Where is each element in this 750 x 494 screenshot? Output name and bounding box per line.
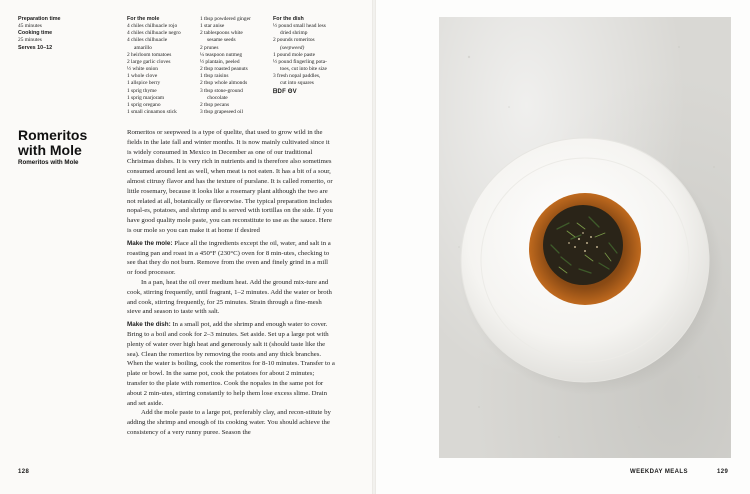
mole-method-text: Place all the ingredients except the oil, water, and salt in a roasting pan and roast in a 450°F (230°C) oven for 8 min-utes, checking to see that they do not burn. Remove from the oven and finely grind in a mill or food processor. — [127, 239, 331, 277]
dish-photo-illustration — [439, 17, 731, 458]
ingredient: ½ pound fingerling pota- — [273, 58, 327, 65]
ingredient: amarillo — [134, 44, 152, 51]
book-gutter — [372, 0, 376, 494]
ingredient: cut into squares — [280, 80, 314, 87]
ingredient: 2 tbsp pecans — [200, 101, 230, 108]
ingredient: 1 tbsp powdered ginger — [200, 16, 251, 22]
ingredient: 1 star anise — [200, 23, 225, 30]
mole-ingredients-col2 — [200, 16, 251, 116]
ingredient: ¼ teaspoon nutmeg — [200, 51, 243, 58]
dish-method-paragraph-2: Add the mole paste to a large pot, preferably clay, and recon-stitute by adding the shrimp and enough of its cooking water. You should achieve the consistency of a very runny puree. Season the — [127, 409, 331, 436]
mole-ingredients-col1 — [127, 16, 181, 116]
cook-value: 25 minutes — [18, 37, 42, 44]
ingredient: toes, cut into bite size — [280, 66, 327, 73]
recipe-title-line2: with Mole — [18, 142, 82, 158]
dish-method-paragraph — [127, 320, 335, 408]
dish-method-lead: Make the dish: — [127, 321, 171, 329]
ingredient: 1 pound mole paste — [273, 51, 316, 58]
ingredient: 1 sprig marjoram — [127, 94, 165, 101]
ingredient: 3 tbsp stone-ground — [200, 87, 243, 94]
recipe-meta — [18, 16, 61, 52]
page-number-right: 129 — [717, 469, 729, 475]
ingredient: 2 tablespoons white — [200, 30, 243, 37]
ingredient: chocolate — [207, 94, 228, 101]
ingredient: ½ plantain, peeled — [200, 58, 240, 65]
ingredient: 1 sprig oregano — [127, 101, 161, 108]
ingredient: 1 small cinnamon stick — [127, 109, 177, 116]
page-number-left: 128 — [18, 469, 30, 475]
ingredient: 4 chiles chilhuacle — [127, 37, 168, 44]
mole-method-paragraph — [127, 239, 335, 278]
ingredient: 1 whole clove — [127, 73, 158, 80]
ingredient: 2 tbsp roasted peanuts — [200, 66, 248, 73]
ingredient: 2 heirloom tomatoes — [127, 51, 172, 58]
recipe-title-line1: Romeritos — [18, 127, 88, 143]
intro-paragraph: Romeritos or seepweed is a type of quelite, that used to grow wild in the fields in the late fall and winter months. It is now mainly cultivated since it is widely consumed in Mexico in December as one of our traditional Christmas dishes. It is very rich in nutrients and is therefore also sometimes consumed around lent as well, when meat is not eaten. It has a bit of a sour, almost citrusy flavor and has the texture of purslane. It is called romerito, or little rosemary, because it looks like a rosemary plant although the two are not related at all, botanically or flavorwise. The typical preparation includes nopal-es, potatoes, and shrimp and is served with tortillas on the side. If you have good quality mole paste, you can reconstitute to use as the sauce. Here is our mole so you can make it at home if desired — [127, 129, 333, 234]
serves: Serves 10–12 — [18, 44, 53, 51]
ingredient: 4 chiles chilhuacle rojo — [127, 23, 178, 30]
recipe-stamp: ᗷDF ΘV — [273, 88, 297, 95]
ingredient: 2 large garlic cloves — [127, 58, 171, 65]
recipe-title — [18, 128, 87, 158]
ingredient: sesame seeds — [207, 37, 236, 44]
mole-heading: For the mole — [127, 16, 160, 22]
ingredient: 1 sprig thyme — [127, 87, 157, 94]
recipe-body — [127, 128, 335, 438]
dish-ingredients — [273, 16, 327, 96]
dish-method-text: In a small pot, add the shrimp and enough water to cover. Bring to a boil and cook for 2–3 minutes. Set aside. Set up a large pot with plenty of water over high heat and generously salt it (should taste like the sea). Clean the romeritos by removing the roots and any thick branches. When the water is boiling, cook the romeritos for 8-10 minutes. Transfer to a plate or bowl. In the same pot, cook the potatoes for about 2 minutes; transfer to the plate with romeritos. Cook the nopales in the same pot for about 2 min-utes, stirring constantly to help them lose excess slime. Drain and set aside. — [127, 321, 335, 407]
romeritos-greens — [543, 205, 623, 285]
bowl-of-romeritos-photo — [439, 17, 731, 458]
mole-method-paragraph-2: In a pan, heat the oil over medium heat. Add the ground mix-ture and cook, stirring frequently, until fragrant, 1–2 minutes. Add the water or broth and cook, stirring frequently, for 25 minutes. Strain through a fine-mesh sieve and season to taste with salt. — [127, 278, 332, 316]
ingredient: 2 tbsp whole almonds — [200, 80, 248, 87]
section-title: WEEKDAY MEALS — [630, 469, 688, 475]
ingredient: 4 chiles chilhuacle negro — [127, 30, 181, 37]
ingredient: ½ white onion — [127, 66, 158, 73]
ingredient: dried shrimp — [280, 30, 308, 37]
mole-method-lead: Make the mole: — [127, 239, 173, 247]
ingredient: 3 fresh nopal paddles, — [273, 73, 321, 80]
ingredient: ½ pound small head less — [273, 23, 326, 30]
ingredient: (seepweed) — [280, 44, 305, 51]
ingredient: 2 prunes — [200, 44, 219, 51]
ingredient: 1 tbsp raisins — [200, 73, 229, 80]
prep-value: 45 minutes — [18, 23, 42, 30]
dish-heading: For the dish — [273, 16, 304, 22]
cook-label: Cooking time — [18, 30, 53, 37]
ingredient: 3 tbsp grapeseed oil — [200, 109, 243, 116]
prep-label: Preparation time — [18, 16, 61, 22]
ingredient: 2 pounds romeritos — [273, 37, 315, 44]
recipe-subtitle: Romeritos with Mole — [18, 159, 79, 166]
ingredient: 1 allspice berry — [127, 80, 161, 87]
